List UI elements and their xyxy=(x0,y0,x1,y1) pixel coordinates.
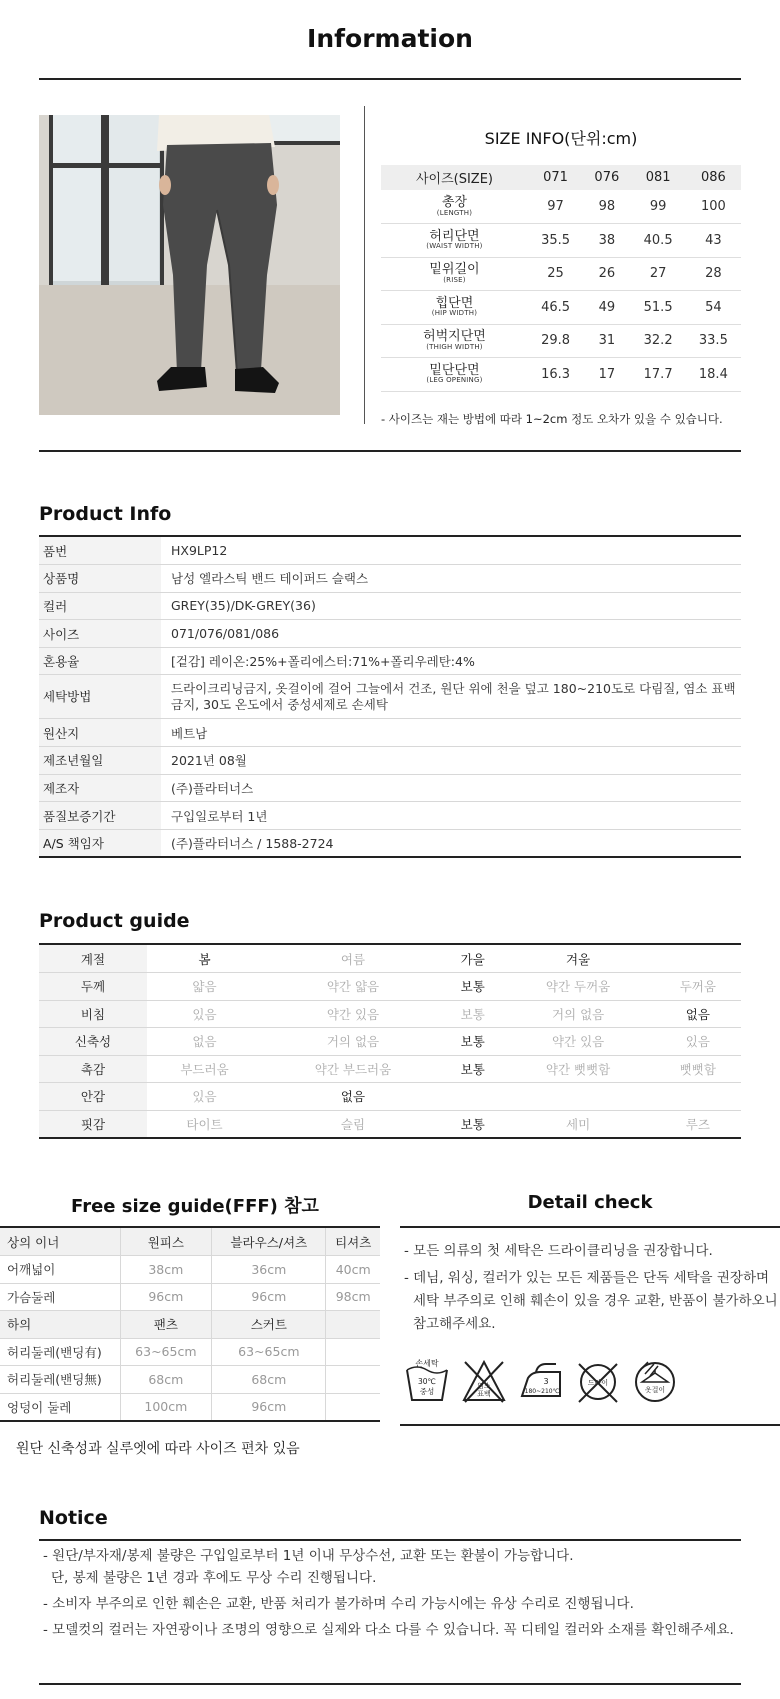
list-item: - 원단/부자재/봉제 불량은 구입일로부터 1년 이내 무상수선, 교환 또는 환불이 가능합니다. 단, 봉제 불량은 1년 경과 후에도 무상 수리 진행됩니다. xyxy=(43,1548,574,1586)
size-label-ko: 밑단단면 xyxy=(429,362,480,378)
size-value: 46.5 xyxy=(528,291,583,325)
table-row xyxy=(39,1083,741,1111)
table-row xyxy=(0,1338,380,1366)
table-row xyxy=(39,537,741,565)
table-row xyxy=(39,1055,741,1083)
guide-option: 세미 xyxy=(501,1110,654,1138)
size-guide-value: 40cm xyxy=(326,1256,380,1284)
guide-option: 없음 xyxy=(147,1028,262,1056)
table-row xyxy=(39,945,741,973)
list-item: - 모델컷의 컬러는 자연광이나 조명의 영향으로 실제와 다소 다를 수 있습니다. 꼭 디테일 컬러와 소재를 확인해주세요. xyxy=(43,1622,734,1638)
free-size-guide-title: Free size guide(FFF) 참고 xyxy=(71,1196,319,1217)
size-guide-value xyxy=(326,1338,380,1366)
table-row xyxy=(0,1366,380,1394)
size-guide-value: 96cm xyxy=(212,1283,326,1311)
no-dry-clean-icon xyxy=(575,1356,621,1406)
product-guide-title: Product guide xyxy=(39,910,190,932)
size-label-en: (LENGTH) xyxy=(436,208,473,217)
guide-option: 부드러움 xyxy=(147,1055,262,1083)
guide-key: 두께 xyxy=(39,973,147,1001)
size-label-ko: 총장 xyxy=(441,195,468,210)
size-value: 29.8 xyxy=(528,324,583,358)
size-table xyxy=(381,165,741,392)
table-row xyxy=(39,973,741,1001)
size-guide-value: 36cm xyxy=(212,1256,326,1284)
size-value: 43 xyxy=(686,224,741,258)
guide-option: 슬림 xyxy=(262,1110,444,1138)
table-row xyxy=(39,565,741,593)
guide-option: 얇음 xyxy=(147,973,262,1001)
guide-option: 두꺼움 xyxy=(655,973,741,1001)
size-value: 35.5 xyxy=(528,224,583,258)
info-key: 제조자 xyxy=(39,774,161,802)
size-value: 18.4 xyxy=(686,358,741,392)
size-value: 98 xyxy=(583,190,630,224)
guide-option-selected: 없음 xyxy=(655,1000,741,1028)
guide-option: 약간 있음 xyxy=(262,1000,444,1028)
table-row xyxy=(0,1311,380,1339)
guide-option xyxy=(501,1083,654,1111)
info-value: [겉감] 레이온:25%+폴리에스터:71%+폴리우레탄:4% xyxy=(161,647,741,675)
guide-option-selected: 보통 xyxy=(444,1055,502,1083)
guide-key: 촉감 xyxy=(39,1055,147,1083)
detail-check-title: Detail check xyxy=(527,1192,653,1213)
table-row xyxy=(39,620,741,648)
table-row xyxy=(39,675,741,719)
info-value: 2021년 08월 xyxy=(161,747,741,775)
size-label-en: (WAIST WIDTH) xyxy=(426,242,483,251)
size-value: 97 xyxy=(528,190,583,224)
size-note: - 사이즈는 재는 방법에 따라 1~2cm 정도 오차가 있을 수 있습니다. xyxy=(381,412,723,426)
care-label: 드라이 xyxy=(587,1379,609,1387)
size-label-ko: 밑위길이 xyxy=(429,262,480,278)
size-row xyxy=(381,224,741,258)
guide-option-selected: 없음 xyxy=(262,1083,444,1111)
care-label: 중성 xyxy=(419,1387,435,1396)
size-value: 26 xyxy=(583,257,630,291)
size-guide-value xyxy=(326,1366,380,1394)
size-header-cell: 086 xyxy=(686,165,741,190)
size-row-label xyxy=(381,291,528,325)
info-value: GREY(35)/DK-GREY(36) xyxy=(161,592,741,620)
guide-option: 있음 xyxy=(147,1083,262,1111)
size-label-en: (LEG OPENING) xyxy=(426,376,483,385)
table-row xyxy=(0,1283,380,1311)
guide-option-selected: 가을 xyxy=(444,945,502,973)
size-label-en: (THIGH WIDTH) xyxy=(426,342,483,351)
info-value: (주)플라터너스 xyxy=(161,774,741,802)
guide-option xyxy=(655,945,741,973)
size-row xyxy=(381,257,741,291)
list-item: - 데님, 워싱, 컬러가 있는 모든 제품들은 단독 세탁을 권장하며 세탁 부주의로 인해 훼손이 있을 경우 교환, 반품이 불가하오니 참고해주세요. xyxy=(404,1270,778,1332)
guide-option: 있음 xyxy=(655,1028,741,1056)
free-size-note: 원단 신축성과 실루엣에 따라 사이즈 편차 있음 xyxy=(16,1441,300,1457)
divider xyxy=(39,1683,741,1685)
guide-key: 신축성 xyxy=(39,1028,147,1056)
size-row xyxy=(381,324,741,358)
size-guide-value: 원피스 xyxy=(120,1228,212,1256)
size-header-cell: 081 xyxy=(631,165,686,190)
guide-option: 거의 없음 xyxy=(262,1028,444,1056)
guide-option-selected: 봄 xyxy=(147,945,262,973)
divider xyxy=(39,450,741,452)
size-guide-value: 티셔츠 xyxy=(326,1228,380,1256)
size-guide-key: 어깨넓이 xyxy=(0,1256,120,1284)
size-guide-value: 63~65cm xyxy=(212,1338,326,1366)
size-guide-value: 스커트 xyxy=(212,1311,326,1339)
table-row xyxy=(39,1110,741,1138)
table-row xyxy=(0,1256,380,1284)
guide-option: 여름 xyxy=(262,945,444,973)
table-row xyxy=(39,802,741,830)
info-value: HX9LP12 xyxy=(161,537,741,565)
size-label-ko: 힙단면 xyxy=(435,295,474,311)
size-value: 17.7 xyxy=(631,358,686,392)
size-guide-value: 96cm xyxy=(120,1283,212,1311)
care-icons xyxy=(404,1356,774,1412)
size-guide-value: 블라우스/셔츠 xyxy=(212,1228,326,1256)
size-value: 31 xyxy=(583,324,630,358)
guide-key: 계절 xyxy=(39,945,147,973)
model-photo xyxy=(39,115,340,415)
notice-list xyxy=(39,1545,741,1645)
size-guide-value: 98cm xyxy=(326,1283,380,1311)
care-label: 30℃ xyxy=(418,1377,436,1386)
guide-option-selected: 보통 xyxy=(444,1110,502,1138)
care-label: 3 xyxy=(543,1377,549,1386)
size-value: 16.3 xyxy=(528,358,583,392)
size-guide-value: 68cm xyxy=(120,1366,212,1394)
size-value: 51.5 xyxy=(631,291,686,325)
guide-option: 타이트 xyxy=(147,1110,262,1138)
product-info-title: Product Info xyxy=(39,503,172,525)
size-label-ko: 허벅지단면 xyxy=(423,329,486,345)
size-value: 40.5 xyxy=(631,224,686,258)
guide-option-selected: 보통 xyxy=(444,1028,502,1056)
size-guide-value xyxy=(326,1393,380,1421)
no-bleach-icon xyxy=(461,1356,507,1406)
size-row xyxy=(381,190,741,224)
table-row xyxy=(39,774,741,802)
info-key: 사이즈 xyxy=(39,620,161,648)
info-key: 품번 xyxy=(39,537,161,565)
guide-option xyxy=(444,1083,502,1111)
hang-dry-icon xyxy=(632,1356,678,1406)
list-item: - 모든 의류의 첫 세탁은 드라이클리닝을 권장합니다. xyxy=(404,1243,713,1259)
product-guide-table xyxy=(39,945,741,1139)
size-row-label xyxy=(381,324,528,358)
size-header-cell: 사이즈(SIZE) xyxy=(381,165,528,190)
guide-option: 뻣뻣함 xyxy=(655,1055,741,1083)
guide-option: 약간 두꺼움 xyxy=(501,973,654,1001)
size-value: 32.2 xyxy=(631,324,686,358)
table-row xyxy=(39,747,741,775)
info-value: (주)플라터너스 / 1588-2724 xyxy=(161,829,741,857)
info-key: 품질보증기간 xyxy=(39,802,161,830)
guide-option-selected: 보통 xyxy=(444,973,502,1001)
size-row-label xyxy=(381,257,528,291)
guide-option: 약간 뻣뻣함 xyxy=(501,1055,654,1083)
info-key: 세탁방법 xyxy=(39,675,161,719)
size-guide-value: 63~65cm xyxy=(120,1338,212,1366)
guide-option: 거의 없음 xyxy=(501,1000,654,1028)
notice-title: Notice xyxy=(39,1507,108,1529)
divider xyxy=(400,1424,780,1426)
size-row-label xyxy=(381,358,528,392)
table-row xyxy=(39,647,741,675)
size-header-cell: 071 xyxy=(528,165,583,190)
guide-option: 약간 얇음 xyxy=(262,973,444,1001)
size-value: 33.5 xyxy=(686,324,741,358)
size-label-en: (RISE) xyxy=(443,275,466,284)
size-guide-value xyxy=(326,1311,380,1339)
size-header-cell: 076 xyxy=(583,165,630,190)
size-value: 54 xyxy=(686,291,741,325)
size-guide-value: 팬츠 xyxy=(120,1311,212,1339)
size-guide-value: 96cm xyxy=(212,1393,326,1421)
info-value: 구입일로부터 1년 xyxy=(161,802,741,830)
size-guide-value: 68cm xyxy=(212,1366,326,1394)
info-value: 남성 엘라스틱 밴드 테이퍼드 슬랙스 xyxy=(161,565,741,593)
free-size-table xyxy=(0,1228,380,1422)
detail-check-list xyxy=(400,1240,778,1340)
size-value: 100 xyxy=(686,190,741,224)
guide-option: 약간 있음 xyxy=(501,1028,654,1056)
guide-key: 안감 xyxy=(39,1083,147,1111)
guide-key: 비침 xyxy=(39,1000,147,1028)
size-value: 25 xyxy=(528,257,583,291)
guide-option: 보통 xyxy=(444,1000,502,1028)
vertical-divider xyxy=(364,106,365,424)
size-guide-key: 하의 xyxy=(0,1311,120,1339)
table-row xyxy=(39,829,741,857)
divider xyxy=(39,1539,741,1541)
size-row xyxy=(381,291,741,325)
size-value: 27 xyxy=(631,257,686,291)
table-row xyxy=(39,1000,741,1028)
table-row xyxy=(39,1028,741,1056)
hand-wash-icon xyxy=(404,1356,450,1406)
guide-option: 루즈 xyxy=(655,1110,741,1138)
guide-option-selected: 겨울 xyxy=(501,945,654,973)
care-label: 옷걸이 xyxy=(644,1386,666,1394)
info-value: 베트남 xyxy=(161,719,741,747)
guide-option: 있음 xyxy=(147,1000,262,1028)
size-guide-key: 허리둘레(밴딩無) xyxy=(0,1366,120,1394)
table-row xyxy=(0,1393,380,1421)
table-row xyxy=(0,1228,380,1256)
iron-icon xyxy=(518,1356,564,1406)
size-row-label xyxy=(381,190,528,224)
size-guide-key: 허리둘레(밴딩有) xyxy=(0,1338,120,1366)
size-row-label xyxy=(381,224,528,258)
product-info-table xyxy=(39,537,741,858)
list-item: - 소비자 부주의로 인한 훼손은 교환, 반품 처리가 불가하며 수리 가능시에는 유상 수리로 진행됩니다. xyxy=(43,1596,634,1612)
care-label: 염소 xyxy=(477,1382,491,1390)
info-key: 제조년월일 xyxy=(39,747,161,775)
size-value: 28 xyxy=(686,257,741,291)
info-key: 혼용율 xyxy=(39,647,161,675)
table-row xyxy=(39,592,741,620)
size-value: 49 xyxy=(583,291,630,325)
size-info-title: SIZE INFO(단위:cm) xyxy=(484,129,638,148)
size-guide-key: 가슴둘레 xyxy=(0,1283,120,1311)
size-value: 99 xyxy=(631,190,686,224)
info-key: 상품명 xyxy=(39,565,161,593)
table-row xyxy=(39,719,741,747)
guide-option xyxy=(655,1083,741,1111)
divider xyxy=(400,1226,780,1228)
info-value: 드라이크리닝금지, 옷걸이에 걸어 그늘에서 건조, 원단 위에 천을 덮고 180~210도로 다림질, 염소 표백금지, 30도 온도에서 중성세제로 손세탁 xyxy=(161,675,741,719)
size-value: 38 xyxy=(583,224,630,258)
care-label: 손세탁 xyxy=(415,1359,439,1368)
care-label: 180~210℃ xyxy=(524,1388,560,1395)
info-key: A/S 책임자 xyxy=(39,829,161,857)
size-guide-value: 38cm xyxy=(120,1256,212,1284)
size-row xyxy=(381,358,741,392)
size-guide-value: 100cm xyxy=(120,1393,212,1421)
care-label: 표백 xyxy=(477,1390,491,1398)
info-key: 컬러 xyxy=(39,592,161,620)
info-key: 원산지 xyxy=(39,719,161,747)
size-value: 17 xyxy=(583,358,630,392)
guide-key: 핏감 xyxy=(39,1110,147,1138)
information-title: Information xyxy=(307,24,473,53)
size-guide-key: 엉덩이 둘레 xyxy=(0,1393,120,1421)
size-guide-key: 상의 이너 xyxy=(0,1228,120,1256)
size-label-ko: 허리단면 xyxy=(429,228,480,244)
info-value: 071/076/081/086 xyxy=(161,620,741,648)
size-table-header xyxy=(381,165,741,190)
size-label-en: (HIP WIDTH) xyxy=(431,309,478,318)
divider xyxy=(39,78,741,80)
guide-option: 약간 부드러움 xyxy=(262,1055,444,1083)
